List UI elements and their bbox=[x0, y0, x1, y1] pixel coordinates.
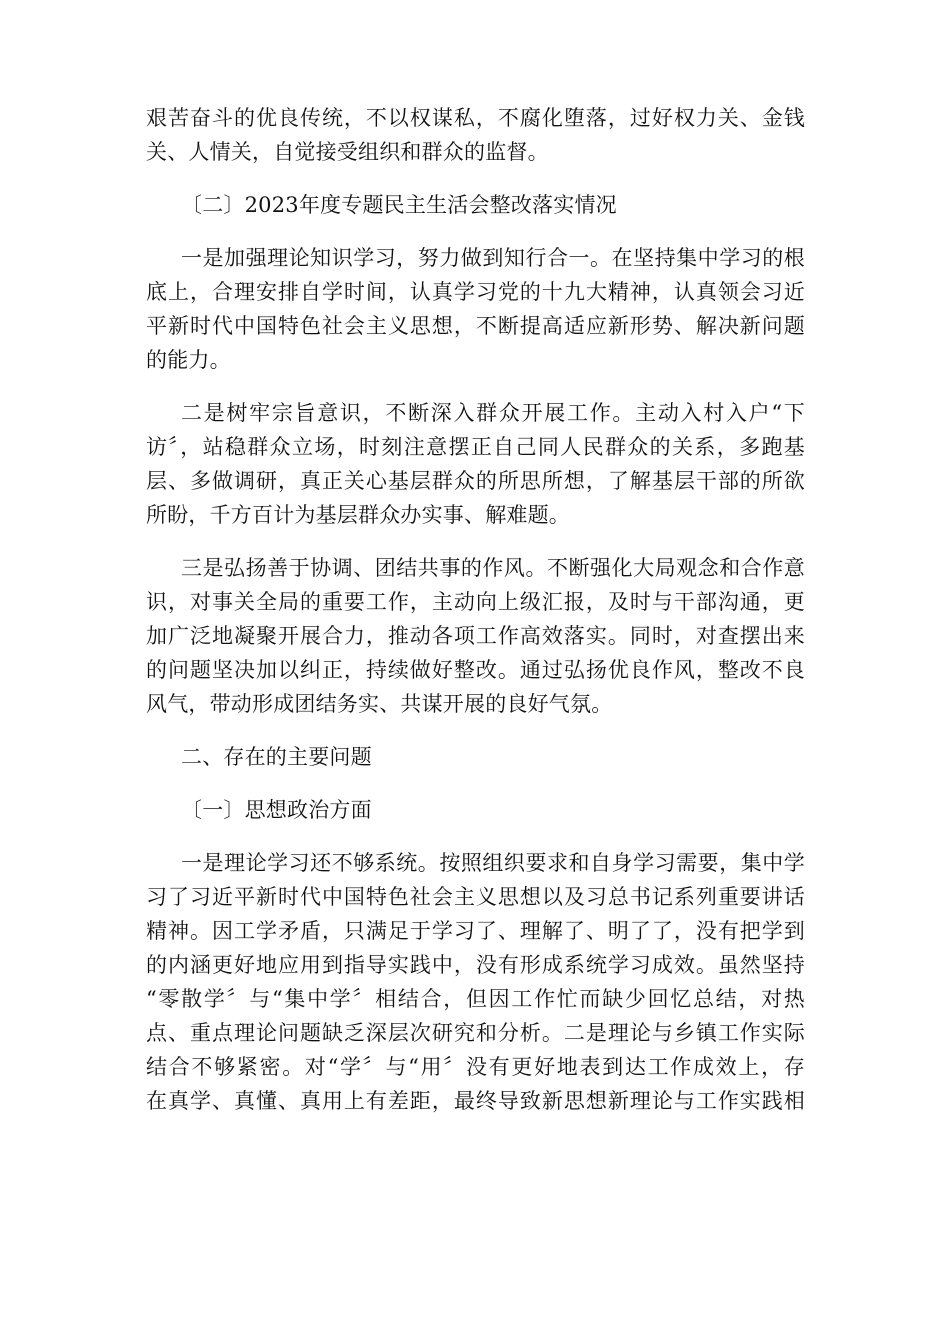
text-line: 的能力。 bbox=[146, 348, 231, 372]
subheading-ideology-politics bbox=[146, 793, 805, 827]
text-line: 二、存在的主要问题 bbox=[181, 745, 372, 769]
text-line: 识，对事关全局的重要工作，主动向上级汇报，及时与干部沟通，更 bbox=[146, 590, 805, 614]
text-line: 的内涵更好地应用到指导实践中，没有形成系统学习成效。虽然坚持 bbox=[146, 953, 805, 977]
text-line: 平新时代中国特色社会主义思想，不断提高适应新形势、解决新问题 bbox=[146, 314, 805, 338]
text-line: 三是弘扬善于协调、团结共事的作风。不断强化大局观念和合作意 bbox=[181, 556, 805, 580]
text-line: “零散学〞与“集中学〞相结合，但因工作忙而缺少回忆总结，对热 bbox=[146, 987, 805, 1011]
text-line: 关、人情关，自觉接受组织和群众的监督。 bbox=[146, 140, 549, 164]
text-line: 结合不够紧密。对“学〞与“用〞没有更好地表到达工作成效上，存 bbox=[146, 1055, 805, 1079]
text-line: 精神。因工学矛盾，只满足于学习了、理解了、明了了，没有把学到 bbox=[146, 919, 805, 943]
text-line: 的问题坚决加以纠正，持续做好整改。通过弘扬优良作风，整改不良 bbox=[146, 658, 805, 682]
paragraph-purpose-awareness bbox=[146, 396, 805, 532]
text-line: 加广泛地凝聚开展合力，推动各项工作高效落实。同时，对查摆出来 bbox=[146, 624, 805, 648]
text-line: 一是加强理论知识学习，努力做到知行合一。在坚持集中学习的根 bbox=[181, 246, 805, 270]
text-line: 层、多做调研，真正关心基层群众的所思所想，了解基层干部的所欲 bbox=[146, 469, 805, 493]
text-line: 所盼，千方百计为基层群众办实事、解难题。 bbox=[146, 503, 570, 527]
text-line: 一是理论学习还不够系统。按照组织要求和自身学习需要，集中学 bbox=[181, 851, 805, 875]
paragraph-continuation bbox=[146, 101, 805, 169]
text-line: 访〞，站稳群众立场，时刻注意摆正自己同人民群众的关系，多跑基 bbox=[146, 435, 805, 459]
text-line: 二是树牢宗旨意识，不断深入群众开展工作。主动入村入户“下 bbox=[181, 401, 805, 425]
text-line: 底上，合理安排自学时间，认真学习党的十九大精神，认真领会习近 bbox=[146, 280, 805, 304]
paragraph-theory-not-systematic bbox=[146, 846, 805, 1118]
paragraph-work-style bbox=[146, 551, 805, 721]
paragraph-theory-study bbox=[146, 241, 805, 377]
text-line: 〔一〕思想政治方面 bbox=[181, 798, 372, 822]
text-line: 点、重点理论问题缺乏深层次研究和分析。二是理论与乡镇工作实际 bbox=[146, 1021, 805, 1045]
text-line: 风气，带动形成团结务实、共谋开展的良好气氛。 bbox=[146, 692, 613, 716]
text-line: 在真学、真懂、真用上有差距，最终导致新思想新理论与工作实践相 bbox=[146, 1089, 805, 1113]
text-line: 习了习近平新时代中国特色社会主义思想以及习总书记系列重要讲话 bbox=[146, 885, 805, 909]
text-line: 〔二〕2023年度专题民主生活会整改落实情况 bbox=[181, 193, 617, 217]
section-heading-main-problems bbox=[146, 740, 805, 774]
text-line: 艰苦奋斗的优良传统，不以权谋私，不腐化堕落，过好权力关、金钱 bbox=[146, 106, 805, 130]
subheading-rectification bbox=[146, 188, 805, 222]
